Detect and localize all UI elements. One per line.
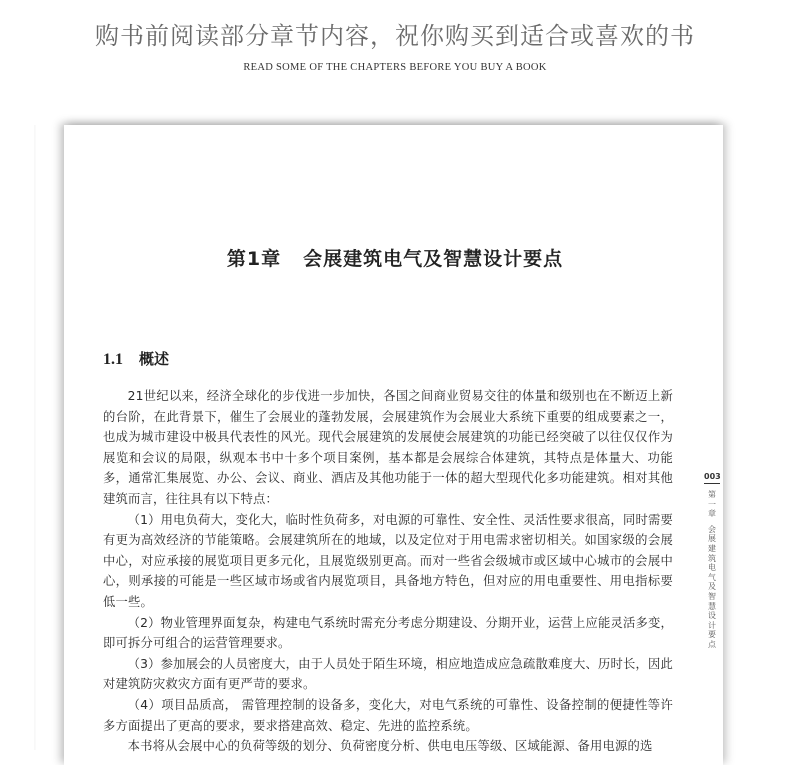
chapter-title: 会展建筑电气及智慧设计要点	[303, 248, 564, 270]
section-title: 概述	[139, 350, 170, 368]
section-heading	[103, 348, 169, 369]
paragraph-intro: 21世纪以来，经济全球化的步伐进一步加快，各国之间商业贸易交往的体量和级别也在不断迈上新的台阶，在此背景下，催生了会展业的蓬勃发展，会展建筑作为会展业大系统下重要的组成要素之一，也成为城市建设中极具代表性的风光。现代会展建筑的发展使会展建筑的功能已经突破了以往仅仅作为展览和会议的局限，纵观本书中十多个项目案例，基本都是会展综合体建筑，其特点是体量大、功能多，通常汇集展览、办公、会议、商业、酒店及其他功能于一体的超大型现代化多功能建筑。相对其他建筑而言，往往具有以下特点：	[103, 389, 673, 506]
paragraph-summary: 本书将从会展中心的负荷等级的划分、负荷密度分析、供电电压等级、区域能源、备用电源的选	[127, 739, 653, 754]
banner-subtitle: READ SOME OF THE CHAPTERS BEFORE YOU BUY A BOOK	[243, 62, 547, 73]
side-chapter-title: 会展建筑电气及智慧设计要点	[708, 524, 716, 649]
body-text	[103, 386, 673, 757]
paragraph-point-1: （1）用电负荷大，变化大，临时性负荷多，对电源的可靠性、安全性、灵活性要求很高，同时需要有更为高效经济的节能策略。会展建筑所在的地域，以及定位对于用电需求密切相关。如国家级的会展中心，对应承接的展览项目更多元化，且展览级别更高。而对一些省会级城市或区域中心城市的会展中心，则承接的可能是一些区域市场或省内展览项目，具备地方特色，但对应的用电重要性、用电指标要低一些。	[103, 512, 673, 609]
paragraph-point-4: （4）项目品质高， 需管理控制的设备多，变化大，对电气系统的可靠性、设备控制的便捷性等许多方面提出了更高的要求，要求搭建高效、稳定、先进的监控系统。	[103, 697, 673, 733]
section-number: 1.1	[103, 351, 123, 368]
chapter-heading	[0, 244, 790, 271]
background-page-edge	[34, 125, 36, 750]
side-chapter-label: 第一章	[708, 490, 716, 519]
paragraph-point-3: （3）参加展会的人员密度大，由于人员处于陌生环境，相应地造成应急疏散难度大、历时长，因此对建筑防灾救灾方面有更严苛的要求。	[103, 656, 673, 692]
page-number: 003	[704, 472, 720, 484]
chapter-number: 第1章	[226, 248, 282, 270]
banner-title: 购书前阅读部分章节内容，祝你购买到适合或喜欢的书	[95, 22, 695, 50]
paragraph-point-2: （2）物业管理界面复杂，构建电气系统时需充分考虑分期建设、分期开业，运营上应能灵活多变，即可拆分可组合的运营管理要求。	[103, 615, 673, 651]
chapter-side-marker	[703, 472, 721, 650]
